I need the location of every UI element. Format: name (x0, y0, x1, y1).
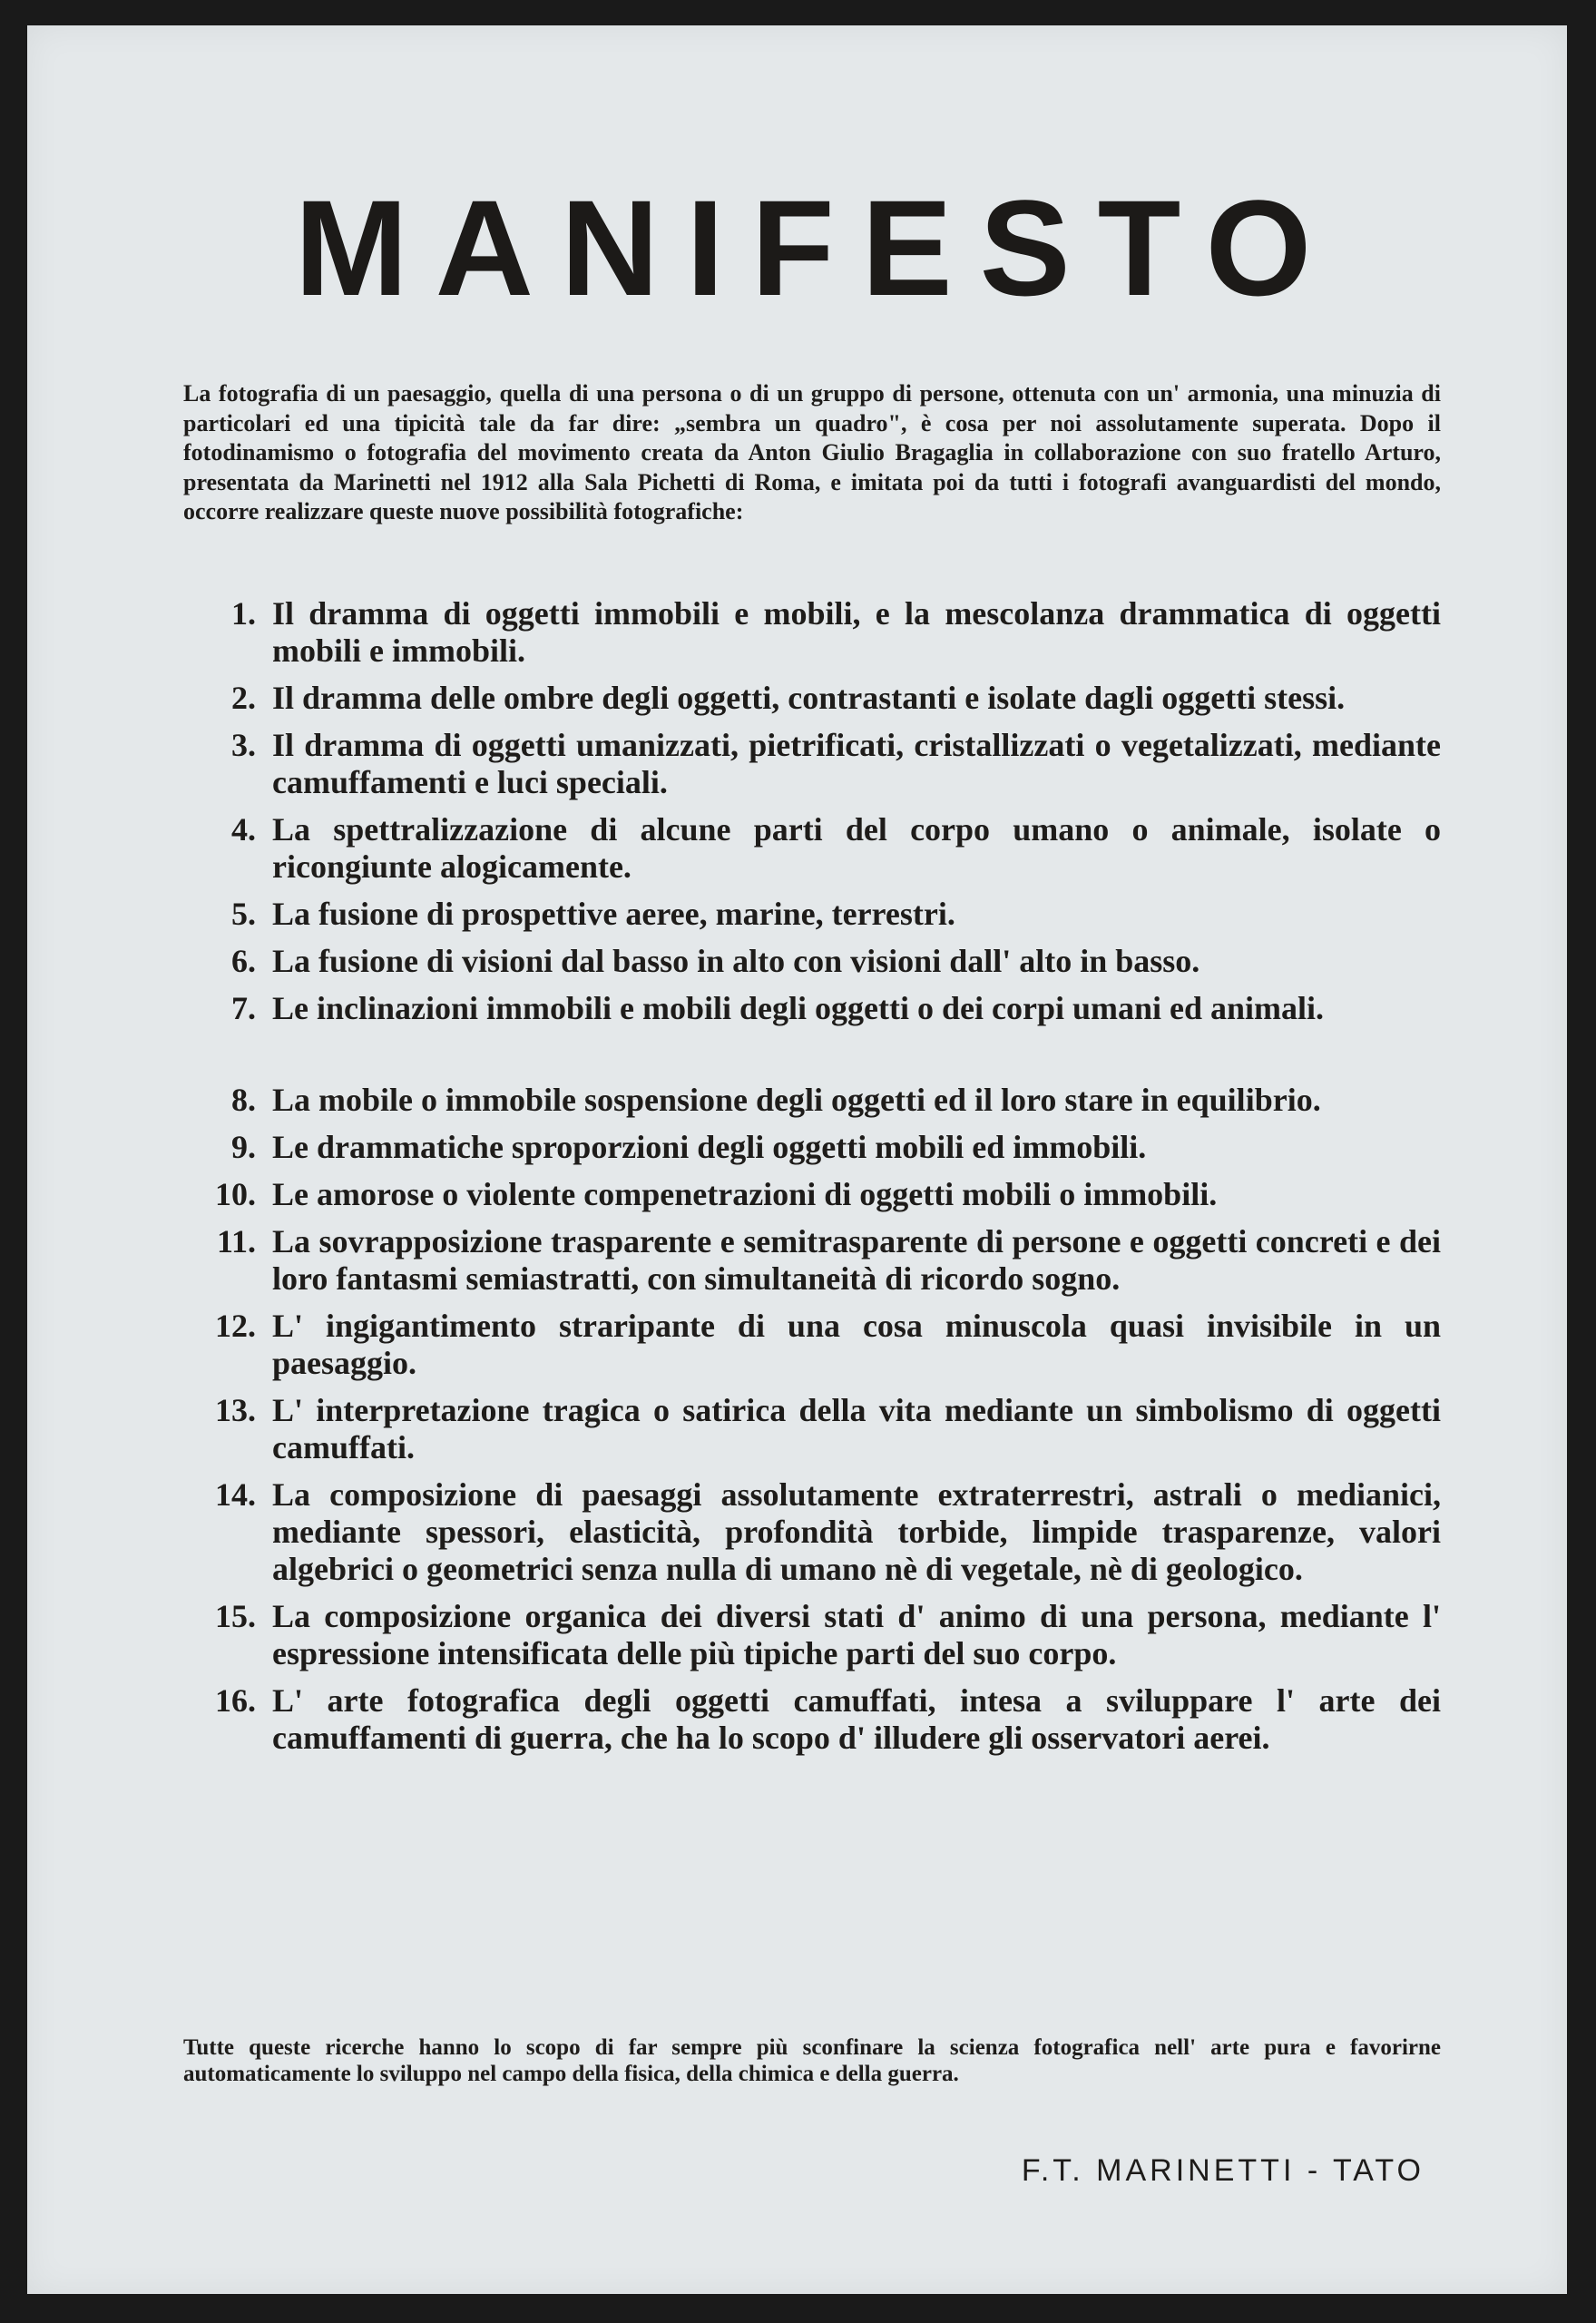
item-text: Le drammatiche sproporzioni degli oggetti mobili ed immobili. (272, 1129, 1147, 1165)
manifesto-sheet (27, 25, 1567, 2294)
item-text: La fusione di visioni dal basso in alto con visioni dall' alto in basso. (272, 943, 1200, 979)
list-item (183, 1176, 1441, 1213)
item-text: Il dramma di oggetti umanizzati, pietrificati, cristallizzati o vegetalizzati, mediante camuffamenti e luci speciali. (272, 727, 1441, 800)
item-text: La fusione di prospettive aeree, marine, terrestri. (272, 896, 955, 932)
intro-paragraph: La fotografia di un paesaggio, quella di una persona o di un gruppo di persone, ottenuta con un' armonia, una minuzia di particolari ed una tipicità tale da far dire: „sembra un quadro", è cosa per noi assolutamente superata. Dopo il fotodinamismo o fotografia del movimento creata da Anton Giulio Bragaglia in collaborazione con suo fratello Arturo, presentata da Marinetti nel 1912 alla Sala Pichetti di Roma, e imitata poi da tutti i fotografi avanguardisti del mondo, occorre realizzare queste nuove possibilità fotografiche: (183, 380, 1441, 524)
list-item (183, 811, 1441, 886)
list-item (183, 896, 1441, 933)
signature: F.T. MARINETTI - TATO (1021, 2153, 1425, 2188)
item-text: L' ingigantimento straripante di una cosa minuscola quasi invisibile in un paesaggio. (272, 1308, 1441, 1381)
list-item (183, 680, 1441, 717)
item-number: 3. (231, 727, 256, 763)
closing-paragraph: Tutte queste ricerche hanno lo scopo di far sempre più sconfinare la scienza fotografica nell' arte pura e favorirne automaticamente lo sviluppo nel campo della fisica, della chimica e della guerra. (183, 2035, 1441, 2086)
item-number: 9. (231, 1129, 256, 1165)
item-number: 14. (215, 1476, 256, 1513)
item-number: 16. (215, 1682, 256, 1719)
item-text: L' interpretazione tragica o satirica della vita mediante un simbolismo di oggetti camuffati. (272, 1392, 1441, 1465)
item-text: La mobile o immobile sospensione degli oggetti ed il loro stare in equilibrio. (272, 1082, 1321, 1118)
list-item (183, 1308, 1441, 1382)
item-number: 1. (231, 595, 256, 632)
item-text: La sovrapposizione trasparente e semitrasparente di persone e oggetti concreti e dei loro fantasmi semiastratti, con simultaneità di ricordo sogno. (272, 1223, 1441, 1297)
item-text: La composizione di paesaggi assolutamente extraterrestri, astrali o medianici, mediante spessori, elasticità, profondità torbide, limpide trasparenze, valori algebrici o geometrici senza nulla di umano nè di vegetale, nè di geologico. (272, 1476, 1441, 1587)
list-item (183, 1223, 1441, 1298)
item-text: Il dramma di oggetti immobili e mobili, e la mescolanza drammatica di oggetti mobili e immobili. (272, 595, 1441, 669)
item-number: 12. (215, 1308, 256, 1344)
item-number: 10. (215, 1176, 256, 1212)
item-number: 7. (231, 990, 256, 1026)
item-text: Le amorose o violente compenetrazioni di oggetti mobili o immobili. (272, 1176, 1218, 1212)
item-text: Le inclinazioni immobili e mobili degli oggetti o dei corpi umani ed animali. (272, 990, 1325, 1026)
list-item (183, 727, 1441, 801)
list-item (183, 1598, 1441, 1672)
list-item (183, 1392, 1441, 1466)
list-item (183, 943, 1441, 980)
document-title: MANIFESTO (294, 172, 1339, 324)
item-number: 4. (231, 811, 256, 848)
item-text: Il dramma delle ombre degli oggetti, contrastanti e isolate dagli oggetti stessi. (272, 680, 1346, 716)
item-number: 2. (231, 680, 256, 716)
possibilities-list (183, 595, 1441, 1767)
item-number: 8. (231, 1082, 256, 1118)
list-item (183, 1082, 1441, 1119)
item-number: 6. (231, 943, 256, 979)
item-number: 11. (216, 1223, 256, 1260)
list-item (183, 990, 1441, 1027)
list-item (183, 1129, 1441, 1166)
item-number: 15. (215, 1598, 256, 1634)
list-item (183, 1682, 1441, 1757)
list-item (183, 595, 1441, 670)
item-number: 5. (231, 896, 256, 932)
list-item (183, 1476, 1441, 1588)
item-text: L' arte fotografica degli oggetti camuffati, intesa a sviluppare l' arte dei camuffamenti di guerra, che ha lo scopo d' illudere gli osservatori aerei. (272, 1682, 1441, 1756)
item-text: La composizione organica dei diversi stati d' animo di una persona, mediante l' espressione intensificata delle più tipiche parti del suo corpo. (272, 1598, 1441, 1671)
item-text: La spettralizzazione di alcune parti del corpo umano o animale, isolate o ricongiunte alogicamente. (272, 811, 1441, 885)
item-number: 13. (215, 1392, 256, 1428)
